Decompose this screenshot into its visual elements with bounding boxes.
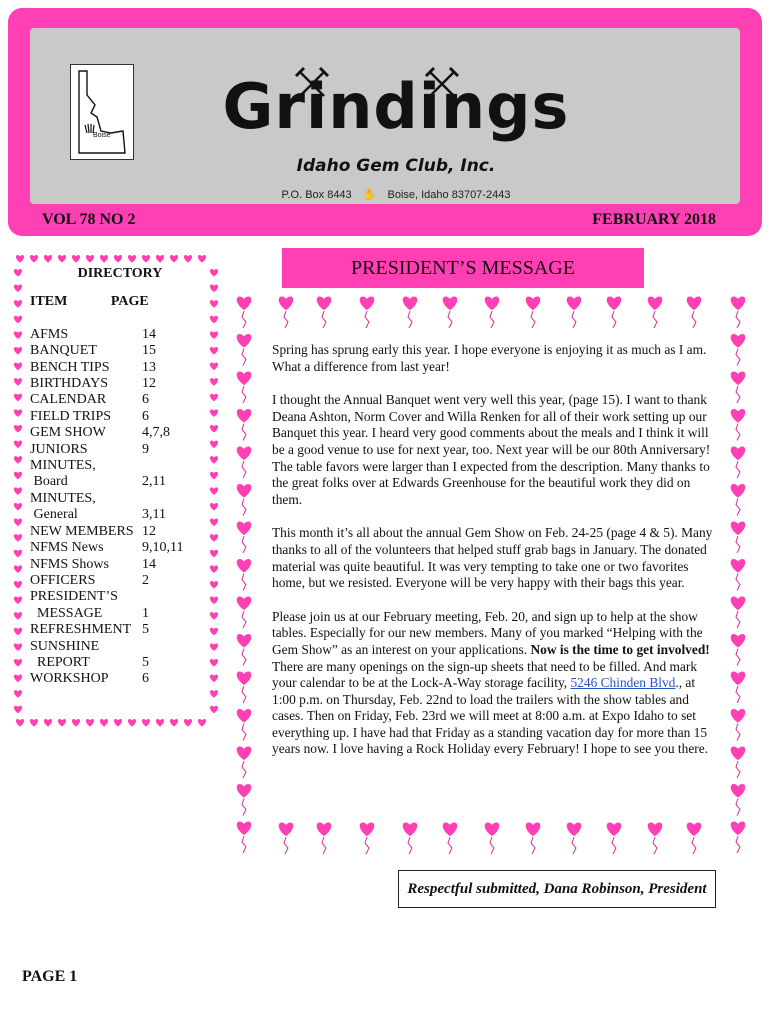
directory-page: 1 [142,605,149,621]
heart-balloon-icon [607,822,622,854]
text-span: ., at 1:00 p.m. on Thursday, Feb. 22nd to load the trailers with the show tables and cases. Then on Friday, Feb. 23rd we will meet at 8:00 a.m. at Expo Idaho to set everything up. I have had that Friday as a standing vacation day for more than 15 years now. I love having a Rock Holiday every February! I hope to see you there. [272,675,709,757]
newsletter-title: Grindings [222,70,570,143]
directory-item: BENCH TIPS [30,359,110,375]
directory-page: 12 [142,376,156,392]
directory-item: OFFICERS [30,572,96,588]
directory-page: 2,11 [142,474,166,490]
heart-balloon-icon [237,821,252,853]
heart-balloon-icon [607,296,622,328]
heart-balloon-icon [731,371,746,403]
heart-balloon-icon [360,822,375,854]
section-title: PRESIDENT’S MESSAGE [282,248,644,288]
heart-balloon-icon [687,296,702,328]
directory-item: NFMS Shows [30,556,109,572]
directory-page: 5 [142,654,149,670]
map-city-label: Boise [93,132,111,139]
heart-balloon-icon [485,296,500,328]
heart-balloon-icon [731,296,746,328]
page-number: PAGE 1 [22,968,78,985]
heart-balloon-icon [731,671,746,703]
heart-balloon-icon [526,822,541,854]
directory-page: 2 [142,572,149,588]
heart-balloon-icon [567,822,582,854]
heart-balloon-icon [443,296,458,328]
directory-page: 5 [142,622,149,638]
heart-balloon-icon [731,709,746,741]
heart-balloon-icon [279,822,294,854]
heart-balloon-icon [237,671,252,703]
directory-item: MESSAGE [30,605,103,621]
directory-item: REPORT [30,654,90,670]
directory-item: General [30,507,78,523]
message-paragraph: This month it’s all about the annual Gem Show on Feb. 24-25 (page 4 & 5). Many thanks to all of the volunteers that helped stuff grab bags in January. The donated material was quite beautiful. It was very tempting to take one or two favorites home, but we resisted. Everyone will be very happy with their bags this year. [272,525,713,591]
column-item: ITEM [30,294,68,310]
directory-page: 4,7,8 [142,425,170,441]
directory-page: 6 [142,671,149,687]
directory-item: BANQUET [30,343,97,359]
heart-balloon-icon [237,521,252,553]
issue-date: FEBRUARY 2018 [592,211,716,228]
heart-balloon-icon [317,822,332,854]
column-page: PAGE [110,294,149,310]
heart-balloon-icon [237,334,252,366]
heart-balloon-icon [485,822,500,854]
heart-balloon-icon [731,821,746,853]
heart-balloon-icon [687,822,702,854]
directory-item: MINUTES, [30,490,96,506]
heart-balloon-icon [237,559,252,591]
hand-icon: ✋ [362,189,377,201]
heart-balloon-icon [648,296,663,328]
address-link[interactable]: 5246 Chinden Blvd [570,675,676,691]
heart-balloon-icon [731,484,746,516]
directory-page: 14 [142,326,156,342]
heart-balloon-icon [237,709,252,741]
directory-item: CALENDAR [30,392,107,408]
text-span: There are many openings on the sign-up sheets that need to be filled. And mark your calendar to be at the Lock-A-Way storage facility, [272,658,698,691]
heart-balloon-icon [403,296,418,328]
directory-item: WORKSHOP [30,671,109,687]
heart-balloon-icon [237,446,252,478]
heart-balloon-icon [567,296,582,328]
heart-balloon-icon [237,371,252,403]
directory-item: MINUTES, [30,458,96,474]
directory-item: AFMS [30,326,69,342]
heart-balloon-icon [237,784,252,816]
volume-number: VOL 78 NO 2 [42,211,136,228]
message-paragraph: I thought the Annual Banquet went very well this year, (page 15). I want to thank Deana Ashton, Norm Cover and Willa Renken for all of their work setting up our Banquet this year. I heard very good comments about the meals and I think it will be a good venue to use for next year, too. Next year will be our 80th Anniversary! The table favors were larger than I expected from the description. Many thanks to the great folks over at Edwards Greenhouse for the beautiful work they did on them. [272,392,711,507]
heart-balloon-icon [731,334,746,366]
heart-balloon-icon [648,822,663,854]
heart-balloon-icon [403,822,418,854]
directory-item: JUNIORS [30,441,88,457]
directory-page: 9,10,11 [142,540,184,556]
heart-balloon-icon [443,822,458,854]
po-box: P.O. Box 8443 [281,189,352,201]
heart-balloon-icon [237,634,252,666]
directory-item: BIRTHDAYS [30,376,108,392]
heart-balloon-icon [731,409,746,441]
directory-page: 15 [142,343,156,359]
directory-item: FIELD TRIPS [30,408,112,424]
directory-item: REFRESHMENT [30,622,132,638]
city-zip: Boise, Idaho 83707-2443 [387,189,511,201]
heart-balloon-icon [731,559,746,591]
message-body [272,342,716,775]
heart-balloon-icon [360,296,375,328]
heart-balloon-icon [237,746,252,778]
bold-callout: Now is the time to get involved! [530,641,710,657]
heart-balloon-icon [731,596,746,628]
directory-item: Board [30,474,68,490]
directory-page: 9 [142,441,149,457]
directory-item: PRESIDENT’S [30,589,118,605]
heart-balloon-icon [731,634,746,666]
directory-page: 14 [142,556,156,572]
directory-page: 3,11 [142,507,166,523]
heart-balloon-icon [237,484,252,516]
directory-page: 12 [142,523,156,539]
directory-item: NEW MEMBERS [30,523,134,539]
heart-balloon-icon [731,521,746,553]
heart-balloon-icon [237,409,252,441]
heart-balloon-icon [279,296,294,328]
heart-balloon-icon [731,446,746,478]
heart-balloon-icon [317,296,332,328]
directory-page: 6 [142,392,149,408]
message-paragraph: Spring has sprung early this year. I hope everyone is enjoying it as much as I am. What a difference from last year! [272,342,707,374]
heart-balloon-icon [731,746,746,778]
directory-page: 13 [142,359,156,375]
heart-balloon-icon [237,596,252,628]
directory-page: 6 [142,408,149,424]
text-span: Please join us at our February meeting, Feb. 20, and sign up to help at the show tables. Especially for our new members. Many of you marked “Helping with the Gem Show” as an interest on your applications. [272,608,703,657]
heart-balloon-icon [526,296,541,328]
directory-title: DIRECTORY [77,266,163,281]
club-name: Idaho Gem Club, Inc. [296,156,496,176]
message-paragraph [272,609,716,758]
signature-box: Respectful submitted, Dana Robinson, President [398,870,716,908]
directory-item: GEM SHOW [30,425,106,441]
heart-balloon-icon [731,784,746,816]
heart-balloon-icon [237,296,252,328]
directory-item: NFMS News [30,540,104,556]
directory-item: SUNSHINE [30,638,100,654]
